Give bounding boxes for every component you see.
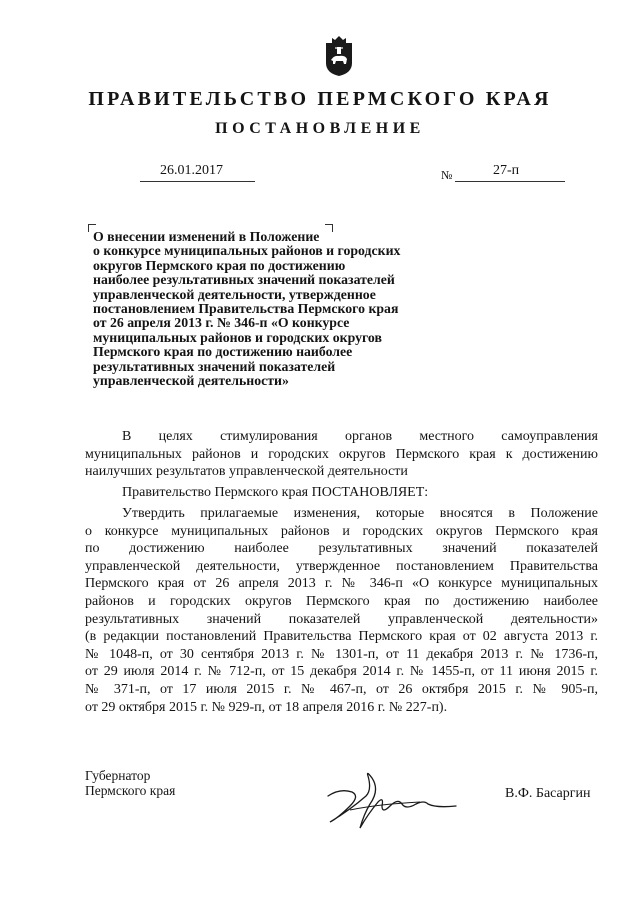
date-underline xyxy=(140,181,255,182)
body-line: № 1048-п, от 30 сентября 2013 г. № 1301-п, от 11 декабря 2013 г. № 1736-п, xyxy=(85,646,598,662)
body-line: В целях стимулирования органов местного самоуправления xyxy=(122,429,598,444)
subject-line: округов Пермского края по достижению xyxy=(93,257,346,273)
body-line: Правительство Пермского края ПОСТАНОВЛЯЕТ: xyxy=(122,485,429,500)
body-paragraph-3 xyxy=(85,505,598,716)
government-title: ПРАВИТЕЛЬСТВО ПЕРМСКОГО КРАЯ xyxy=(88,88,552,110)
document-number: 27-п xyxy=(493,163,520,178)
body-line: о конкурсе муниципальных районов и городских округов Пермского края xyxy=(85,523,598,539)
body-line: результативных значений показателей управленческой деятельности» xyxy=(85,611,598,627)
body-line: наилучших результатов управленческой деятельности xyxy=(85,464,408,480)
coat-of-arms-emblem xyxy=(323,33,355,77)
body-line: Утвердить прилагаемые изменения, которые вносятся в Положение xyxy=(122,506,598,521)
subject-line: результативных значений показателей xyxy=(93,358,336,374)
subject-line: наиболее результативных значений показателей xyxy=(93,272,395,288)
body-line: районов и городских округов Пермского края по достижению наиболее xyxy=(85,593,598,609)
body-line: (в редакции постановлений Правительства Пермского края от 02 августа 2013 г. xyxy=(85,629,598,645)
subject-line: управленческой деятельности, утвержденное xyxy=(93,286,376,302)
signatory-position xyxy=(85,768,175,798)
body-paragraph-1 xyxy=(85,428,598,481)
subject-line: Пермского края по достижению наиболее xyxy=(93,344,353,360)
body-line: муниципальных районов и городских округов Пермского края к достижению xyxy=(85,446,598,462)
handwritten-signature xyxy=(320,766,460,836)
document-type-title: ПОСТАНОВЛЕНИЕ xyxy=(215,120,425,137)
subject-line: управленческой деятельности» xyxy=(93,373,289,389)
body-line: № 371-п, от 17 июля 2015 г. № 467-п, от 26 октября 2015 г. № 905-п, xyxy=(85,681,598,697)
signatory-position-line: Губернатор xyxy=(85,768,151,783)
subject-line: от 26 апреля 2013 г. № 346-п «О конкурсе xyxy=(93,315,350,331)
body-line: Пермского края от 26 апреля 2013 г. № 346-п «О конкурсе муниципальных xyxy=(85,576,598,592)
body-line: от 29 июля 2014 г. № 712-п, от 15 декабря 2014 г. № 1455-п, от 11 июня 2015 г. xyxy=(85,664,598,680)
subject-line: О внесении изменений в Положение xyxy=(93,229,320,244)
number-sign: № xyxy=(441,168,453,182)
body-paragraph-2 xyxy=(85,484,598,502)
subject-block xyxy=(93,230,453,388)
signatory-position-line: Пермского края xyxy=(85,783,176,798)
subject-line: постановлением Правительства Пермского края xyxy=(93,301,399,317)
number-underline xyxy=(455,181,565,182)
body-line: от 29 октября 2015 г. № 929-п, от 18 апреля 2016 г. № 227-п). xyxy=(85,699,448,715)
body-line: управленческой деятельности, утвержденное постановлением Правительства xyxy=(85,558,598,574)
subject-line: о конкурсе муниципальных районов и городских xyxy=(93,243,401,259)
subject-line: муниципальных районов и городских округов xyxy=(93,329,382,345)
document-date: 26.01.2017 xyxy=(160,163,223,178)
body-line: по достижению наиболее результативных значений показателей xyxy=(85,541,598,557)
signatory-name: В.Ф. Басаргин xyxy=(505,786,591,801)
